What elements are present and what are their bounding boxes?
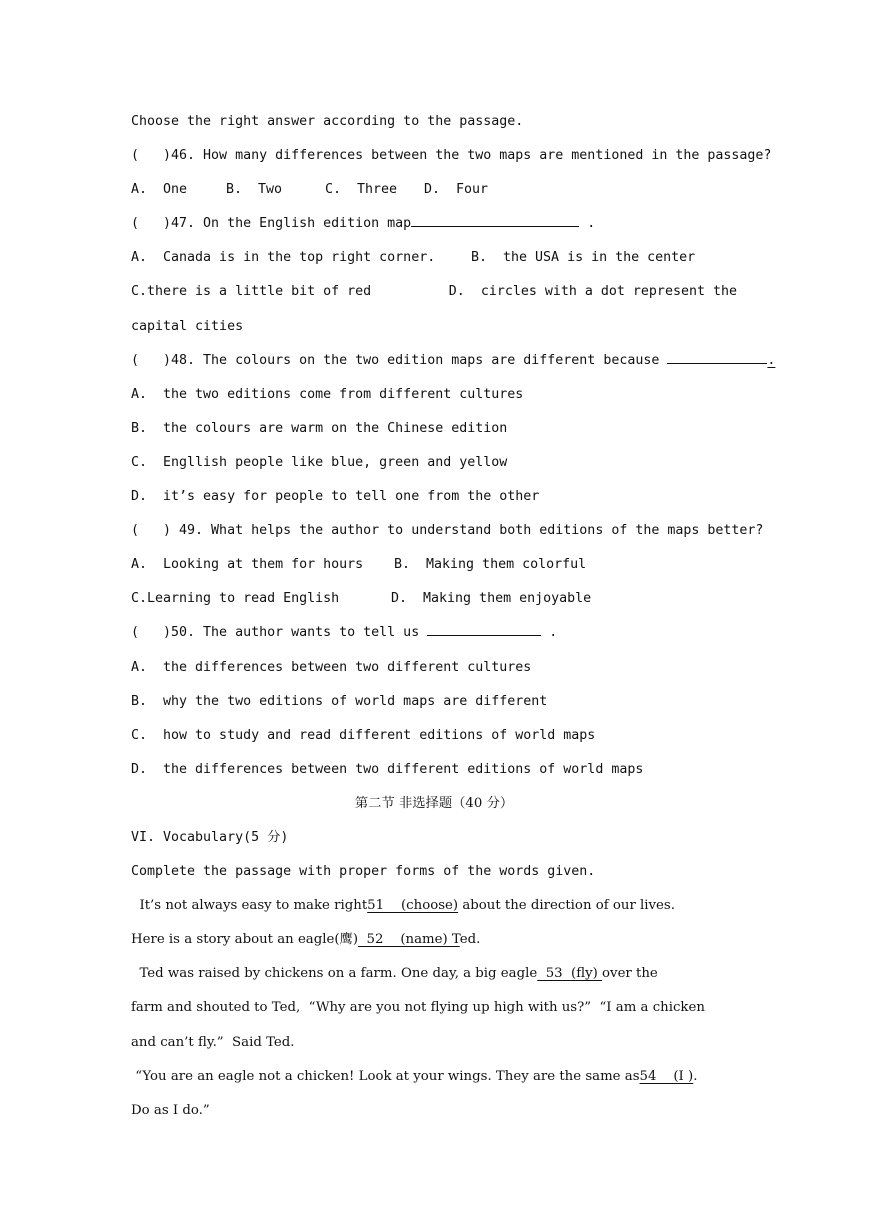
question-49-options-cd bbox=[131, 585, 737, 619]
section-heading: 第二节 非选择题（40 分） bbox=[354, 795, 514, 811]
option-47-b: B. the USA is in the center bbox=[471, 250, 696, 266]
option-47-a: A. Canada is in the top right corner. bbox=[131, 250, 436, 266]
option-50-a: A. the differences between two different cultures bbox=[131, 659, 532, 675]
option-47-d-continued: capital cities bbox=[131, 318, 244, 334]
question-46-options bbox=[131, 176, 737, 210]
option-46-d: D. Four bbox=[424, 182, 489, 198]
option-50-b: B. why the two editions of world maps are different bbox=[131, 693, 548, 709]
option-46-a: A. One bbox=[131, 182, 188, 198]
question-49-options-ab bbox=[131, 551, 737, 585]
passage-line-3: Ted was raised by chickens on a farm. One day, a big eagle 53 (fly) over the bbox=[131, 966, 658, 982]
option-48-c: C. Engllish people like blue, green and yellow bbox=[131, 454, 508, 470]
option-49-a: A. Looking at them for hours bbox=[131, 557, 364, 573]
option-49-b: B. Making them colorful bbox=[394, 557, 587, 573]
option-50-c: C. how to study and read different editions of world maps bbox=[131, 727, 596, 743]
passage-line-7: Do as I do.” bbox=[131, 1102, 210, 1118]
option-48-d: D. it’s easy for people to tell one from the other bbox=[131, 489, 540, 505]
question-47-options-cd bbox=[131, 278, 737, 312]
passage-line-6: “You are an eagle not a chicken! Look at your wings. They are the same as54 (I ). bbox=[131, 1068, 698, 1084]
blank-51: 51 (choose) bbox=[367, 898, 459, 914]
answer-blank-50 bbox=[427, 619, 541, 636]
worksheet-page bbox=[131, 108, 776, 1131]
option-46-b: B. Two bbox=[226, 182, 283, 198]
option-49-d: D. Making them enjoyable bbox=[391, 591, 592, 607]
question-49-stem: ( ) 49. What helps the author to understand both editions of the maps better? bbox=[131, 523, 764, 539]
answer-blank-47 bbox=[411, 210, 579, 227]
passage-line-4: farm and shouted to Ted, “Why are you not flying up high with us?” “I am a chicken bbox=[131, 1000, 705, 1016]
vocabulary-title: VI. Vocabulary(5 分) bbox=[131, 829, 289, 845]
blank-52: 52 (name) T bbox=[358, 932, 460, 948]
option-49-c: C.Learning to read English bbox=[131, 591, 340, 607]
blank-54: 54 (I ) bbox=[639, 1068, 694, 1084]
option-48-a: A. the two editions come from different cultures bbox=[131, 386, 524, 402]
option-46-c: C. Three bbox=[325, 182, 398, 198]
option-47-c: C.there is a little bit of red bbox=[131, 284, 372, 300]
vocabulary-instruction: Complete the passage with proper forms of the words given. bbox=[131, 864, 596, 880]
question-46-stem: ( )46. How many differences between the two maps are mentioned in the passage? bbox=[131, 148, 772, 164]
instruction: Choose the right answer according to the passage. bbox=[131, 114, 524, 129]
passage-line-1: It’s not always easy to make right51 (choose) about the direction of our lives. bbox=[131, 898, 675, 914]
question-47-stem: ( )47. On the English edition map . bbox=[131, 210, 737, 244]
question-50-stem: ( )50. The author wants to tell us . bbox=[131, 619, 737, 653]
question-47-options-ab bbox=[131, 244, 737, 278]
blank-53: 53 (fly) bbox=[537, 966, 603, 982]
answer-blank-48 bbox=[667, 347, 767, 364]
option-50-d: D. the differences between two different editions of world maps bbox=[131, 761, 644, 777]
option-47-d: D. circles with a dot represent the bbox=[448, 284, 737, 300]
option-48-b: B. the colours are warm on the Chinese edition bbox=[131, 420, 508, 436]
passage-line-2: Here is a story about an eagle(鹰) 52 (name) Ted. bbox=[131, 932, 481, 948]
question-48-stem: ( )48. The colours on the two edition maps are different because . bbox=[131, 347, 737, 381]
passage-line-5: and can’t fly.” Said Ted. bbox=[131, 1034, 295, 1050]
